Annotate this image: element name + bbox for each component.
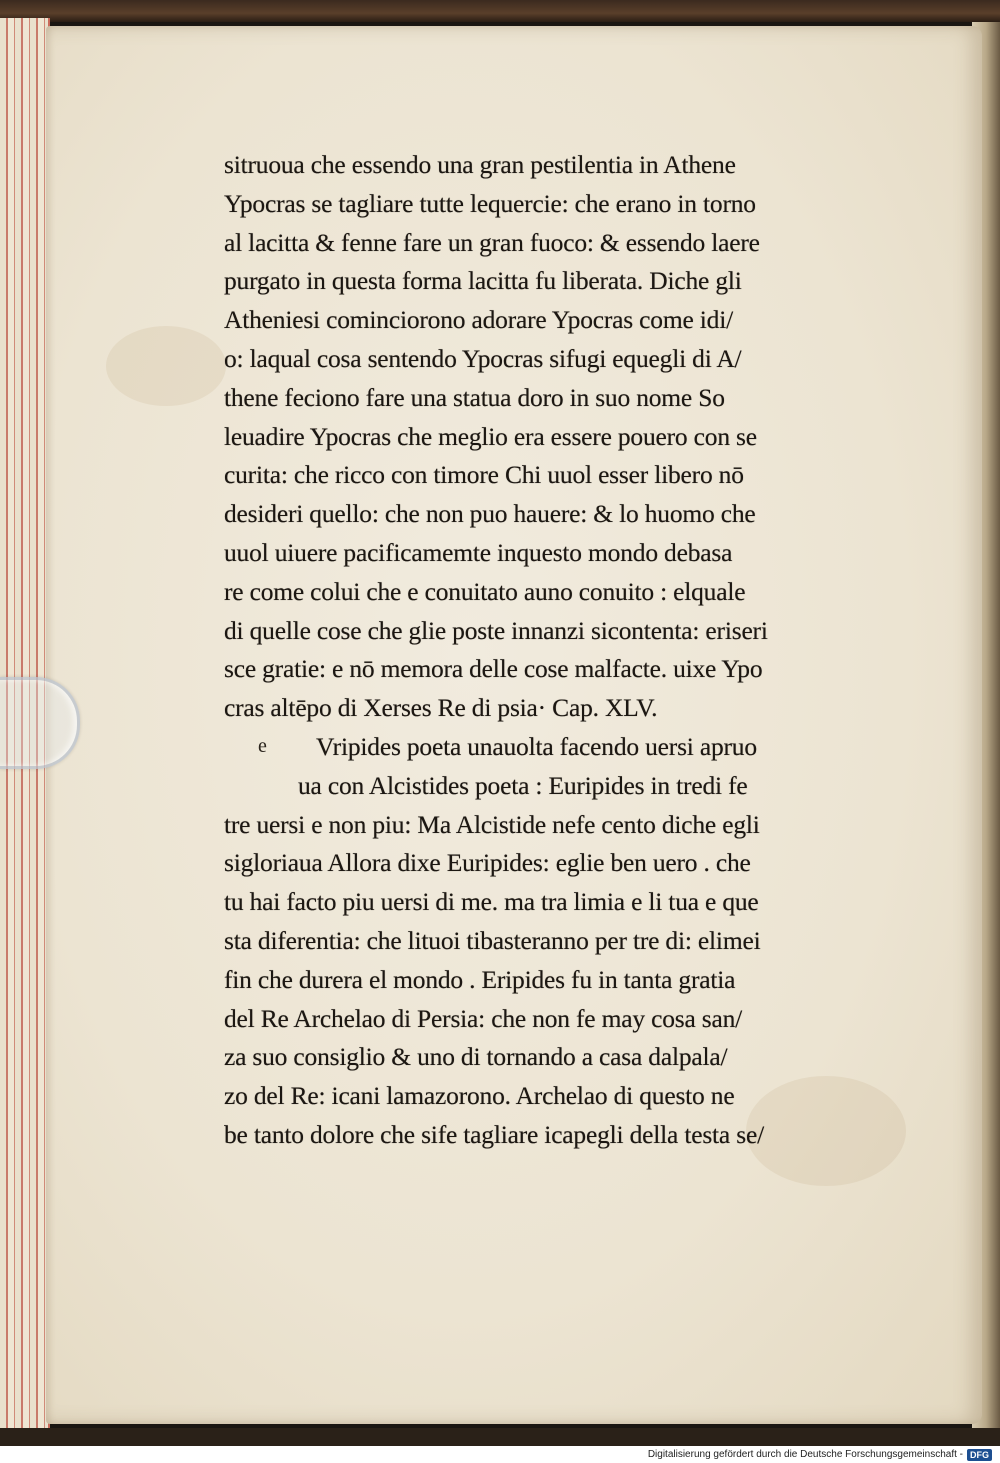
text-line: Atheniesi cominciorono adorare Ypocras come idi/ — [224, 305, 733, 335]
text-line: re come colui che e conuitato auno conuito : elquale — [224, 576, 746, 606]
text-line: leuadire Ypocras che meglio era essere pouero con se — [224, 421, 757, 451]
text-line: thene feciono fare una statua doro in suo nome So — [224, 382, 725, 412]
text-line: sta diferentia: che lituoi tibasteranno per tre di: elimei — [224, 925, 761, 955]
dfg-logo: DFG — [967, 1449, 992, 1461]
text-line: tre uersi e non piu: Ma Alcistide nefe cento diche egli — [224, 809, 760, 839]
book-binding-top — [0, 0, 1000, 22]
text-line: fin che durera el mondo . Eripides fu in tanta gratia — [224, 964, 736, 994]
text-line: za suo consiglio & uno di tornando a casa dalpala/ — [224, 1042, 728, 1072]
footer-bar — [0, 1446, 1000, 1463]
text-line: di quelle cose che glie poste innanzi sicontenta: eriseri — [224, 615, 768, 645]
footer-credit: Digitalisierung gefördert durch die Deutsche Forschungsgemeinschaft - — [647, 1449, 963, 1460]
chapter-heading-line: cras altēpo di Xerses Re di psia· Cap. XLV. — [224, 693, 658, 723]
page-clip — [0, 677, 80, 769]
text-line: uuol uiuere pacificamemte inquesto mondo debasa — [224, 537, 733, 567]
text-line: al lacitta & fenne fare un gran fuoco: & essendo laere — [224, 227, 760, 257]
text-line: be tanto dolore che sife tagliare icapegli della testa se/ — [224, 1119, 764, 1149]
text-line: desideri quello: che non puo hauere: & lo huomo che — [224, 499, 756, 529]
text-line: tu hai facto piu uersi di me. ma tra limia e li tua e que — [224, 887, 759, 917]
text-line: sigloriaua Allora dixe Euripides: eglie ben uero . che — [224, 848, 751, 878]
book-binding-bottom — [0, 1428, 1000, 1446]
text-line: sitruoua che essendo una gran pestilentia in Athene — [224, 150, 736, 179]
text-line: zo del Re: icani lamazorono. Archelao di questo ne — [224, 1081, 735, 1111]
text-block — [224, 146, 864, 1155]
text-line: purgato in questa forma lacitta fu liberata. Diche gli — [224, 266, 742, 296]
text-line: curita: che ricco con timore Chi uuol esser libero nō — [224, 460, 744, 490]
text-line: sce gratie: e nō memora delle cose malfacte. uixe Ypo — [224, 654, 763, 684]
paper-stain — [106, 326, 226, 406]
guide-letter: e — [258, 735, 267, 757]
text-line: o: laqual cosa sentendo Ypocras sifugi equegli di A/ — [224, 343, 742, 373]
text-line: del Re Archelao di Persia: che non fe may cosa san/ — [224, 1003, 743, 1033]
text-line: Vripides poeta unauolta facendo uersi apruo — [316, 731, 757, 761]
text-line: Ypocras se tagliare tutte lequercie: che erano in torno — [224, 188, 756, 218]
text-line: ua con Alcistides poeta : Euripides in tredi fe — [298, 770, 748, 800]
